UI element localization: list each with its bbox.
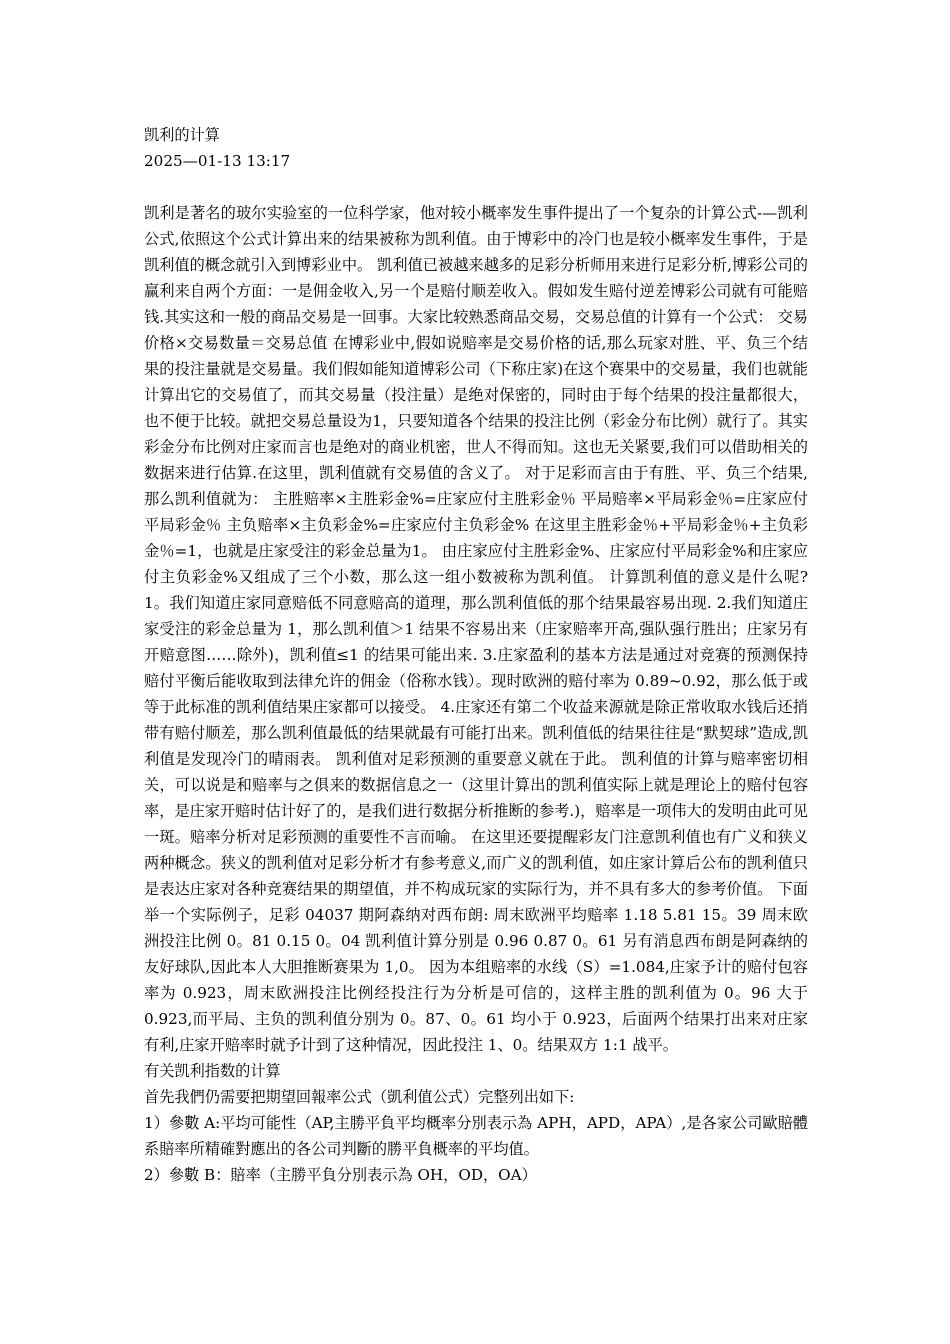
parameter-b: 2）參數 B：賠率（主勝平負分別表示為 OH，OD，OA） xyxy=(144,1166,537,1184)
document-title: 凯利的计算 xyxy=(144,126,220,144)
parameter-a: 1）參數 A:平均可能性（AP,主勝平負平均概率分別表示為 APH，APD，APA）,是各家公司歐賠體系賠率所精確對應出的各公司判斷的勝平負概率的平均值。 xyxy=(144,1114,808,1158)
document-page xyxy=(144,122,808,1188)
section-heading: 有关凯利指数的计算 xyxy=(144,1062,281,1080)
body-paragraph: 凯利是著名的玻尔实验室的一位科学家，他对较小概率发生事件提出了一个复杂的计算公式-—凯利公式,依照这个公式计算出来的结果被称为凯利值。由于博彩中的冷门也是较小概率发生事件，于是凯利值的概念就引入到博彩业中。 凯利值已被越来越多的足彩分析师用来进行足彩分析,博彩公司的赢利来自两个方面：一是佣金收入,另一个是赔付顺差收入。假如发生赔付逆差博彩公司就有可能赔钱.其实这和一般的商品交易是一回事。大家比较熟悉商品交易，交易总值的计算有一个公式： 交易价格×交易数量＝交易总值 在博彩业中,假如说赔率是交易价格的话,那么玩家对胜、平、负三个结果的投注量就是交易量。我们假如能知道博彩公司（下称庄家)在这个赛果中的交易量，我们也就能计算出它的交易值了，而其交易量（投注量）是绝对保密的，同时由于每个结果的投注量都很大，也不便于比较。就把交易总量设为1，只要知道各个结果的投注比例（彩金分布比例）就行了。其实彩金分布比例对庄家而言也是绝对的商业机密，世人不得而知。这也无关紧要,我们可以借助相关的数据来进行估算.在这里，凯利值就有交易值的含义了。 对于足彩而言由于有胜、平、负三个结果,那么凯利值就为： 主胜赔率×主胜彩金%=庄家应付主胜彩金％ 平局赔率×平局彩金％=庄家应付平局彩金％ 主负赔率×主负彩金%=庄家应付主负彩金% 在这里主胜彩金％+平局彩金％+主负彩金％=1，也就是庄家受注的彩金总量为1。 由庄家应付主胜彩金%、庄家应付平局彩金%和庄家应付主负彩金%又组成了三个小数，那么这一组小数被称为凯利值。 计算凯利值的意义是什么呢? 1。我们知道庄家同意赔低不同意赔高的道理，那么凯利值低的那个结果最容易出现. 2.我们知道庄家受注的彩金总量为 1，那么凯利值＞1 结果不容易出来（庄家赔率开高,强队强行胜出；庄家另有开赔意图……除外)，凯利值≤1 的结果可能出来. 3.庄家盈利的基本方法是通过对竞赛的预测保持赔付平衡后能收取到法律允许的佣金（俗称水钱）。现时欧洲的赔付率为 0.89~0.92，那么低于或等于此标准的凯利值结果庄家都可以接受。 4.庄家还有第二个收益来源就是除正常收取水钱后还捎带有赔付顺差，那么凯利值最低的结果就最有可能打出来。凯利值低的结果往往是“默契球”造成,凯利值是发现冷门的晴雨表。 凯利值对足彩预测的重要意义就在于此。 凯利值的计算与赔率密切相关，可以说是和赔率与之俱来的数据信息之一（这里计算出的凯利值实际上就是理论上的赔付包容率，是庄家开赔时估计好了的，是我们进行数据分析推断的参考.)，赔率是一项伟大的发明由此可见一斑。赔率分析对足彩预测的重要性不言而喻。 在这里还要提醒彩友门注意凯利值也有广义和狭义两种概念。狭义的凯利值对足彩分析才有参考意义,而广义的凯利值，如庄家计算后公布的凯利值只是表达庄家对各种竞赛结果的期望值，并不构成玩家的实际行为，并不具有多大的参考价值。 下面举一个实际例子，足彩 04037 期阿森纳对西布朗: 周末欧洲平均赔率 1.18 5.81 15。39 周末欧洲投注比例 0。81 0.15 0。04 凯利值计算分别是 0.96 0.87 0。61 另有消息西布朗是阿森纳的友好球队,因此本人大胆推断赛果为 1,0。 因为本组赔率的水线（S）=1.084,庄家予计的赔付包容率为 0.923，周末欧洲投注比例经投注行为分析是可信的，这样主胜的凯利值为 0。96 大于 0.923,而平局、主负的凯利值分别为 0。87、0。61 均小于 0.923，后面两个结果打出来对庄家有利,庄家开赔率时就予计到了这种情况，因此投注 1、0。结果双方 1:1 战平。 xyxy=(144,204,808,1054)
document-timestamp: 2025—01-13 13:17 xyxy=(144,152,291,170)
intro-line: 首先我們仍需要把期望回報率公式（凱利值公式）完整列出如下: xyxy=(144,1088,575,1106)
blank-line xyxy=(144,174,808,200)
